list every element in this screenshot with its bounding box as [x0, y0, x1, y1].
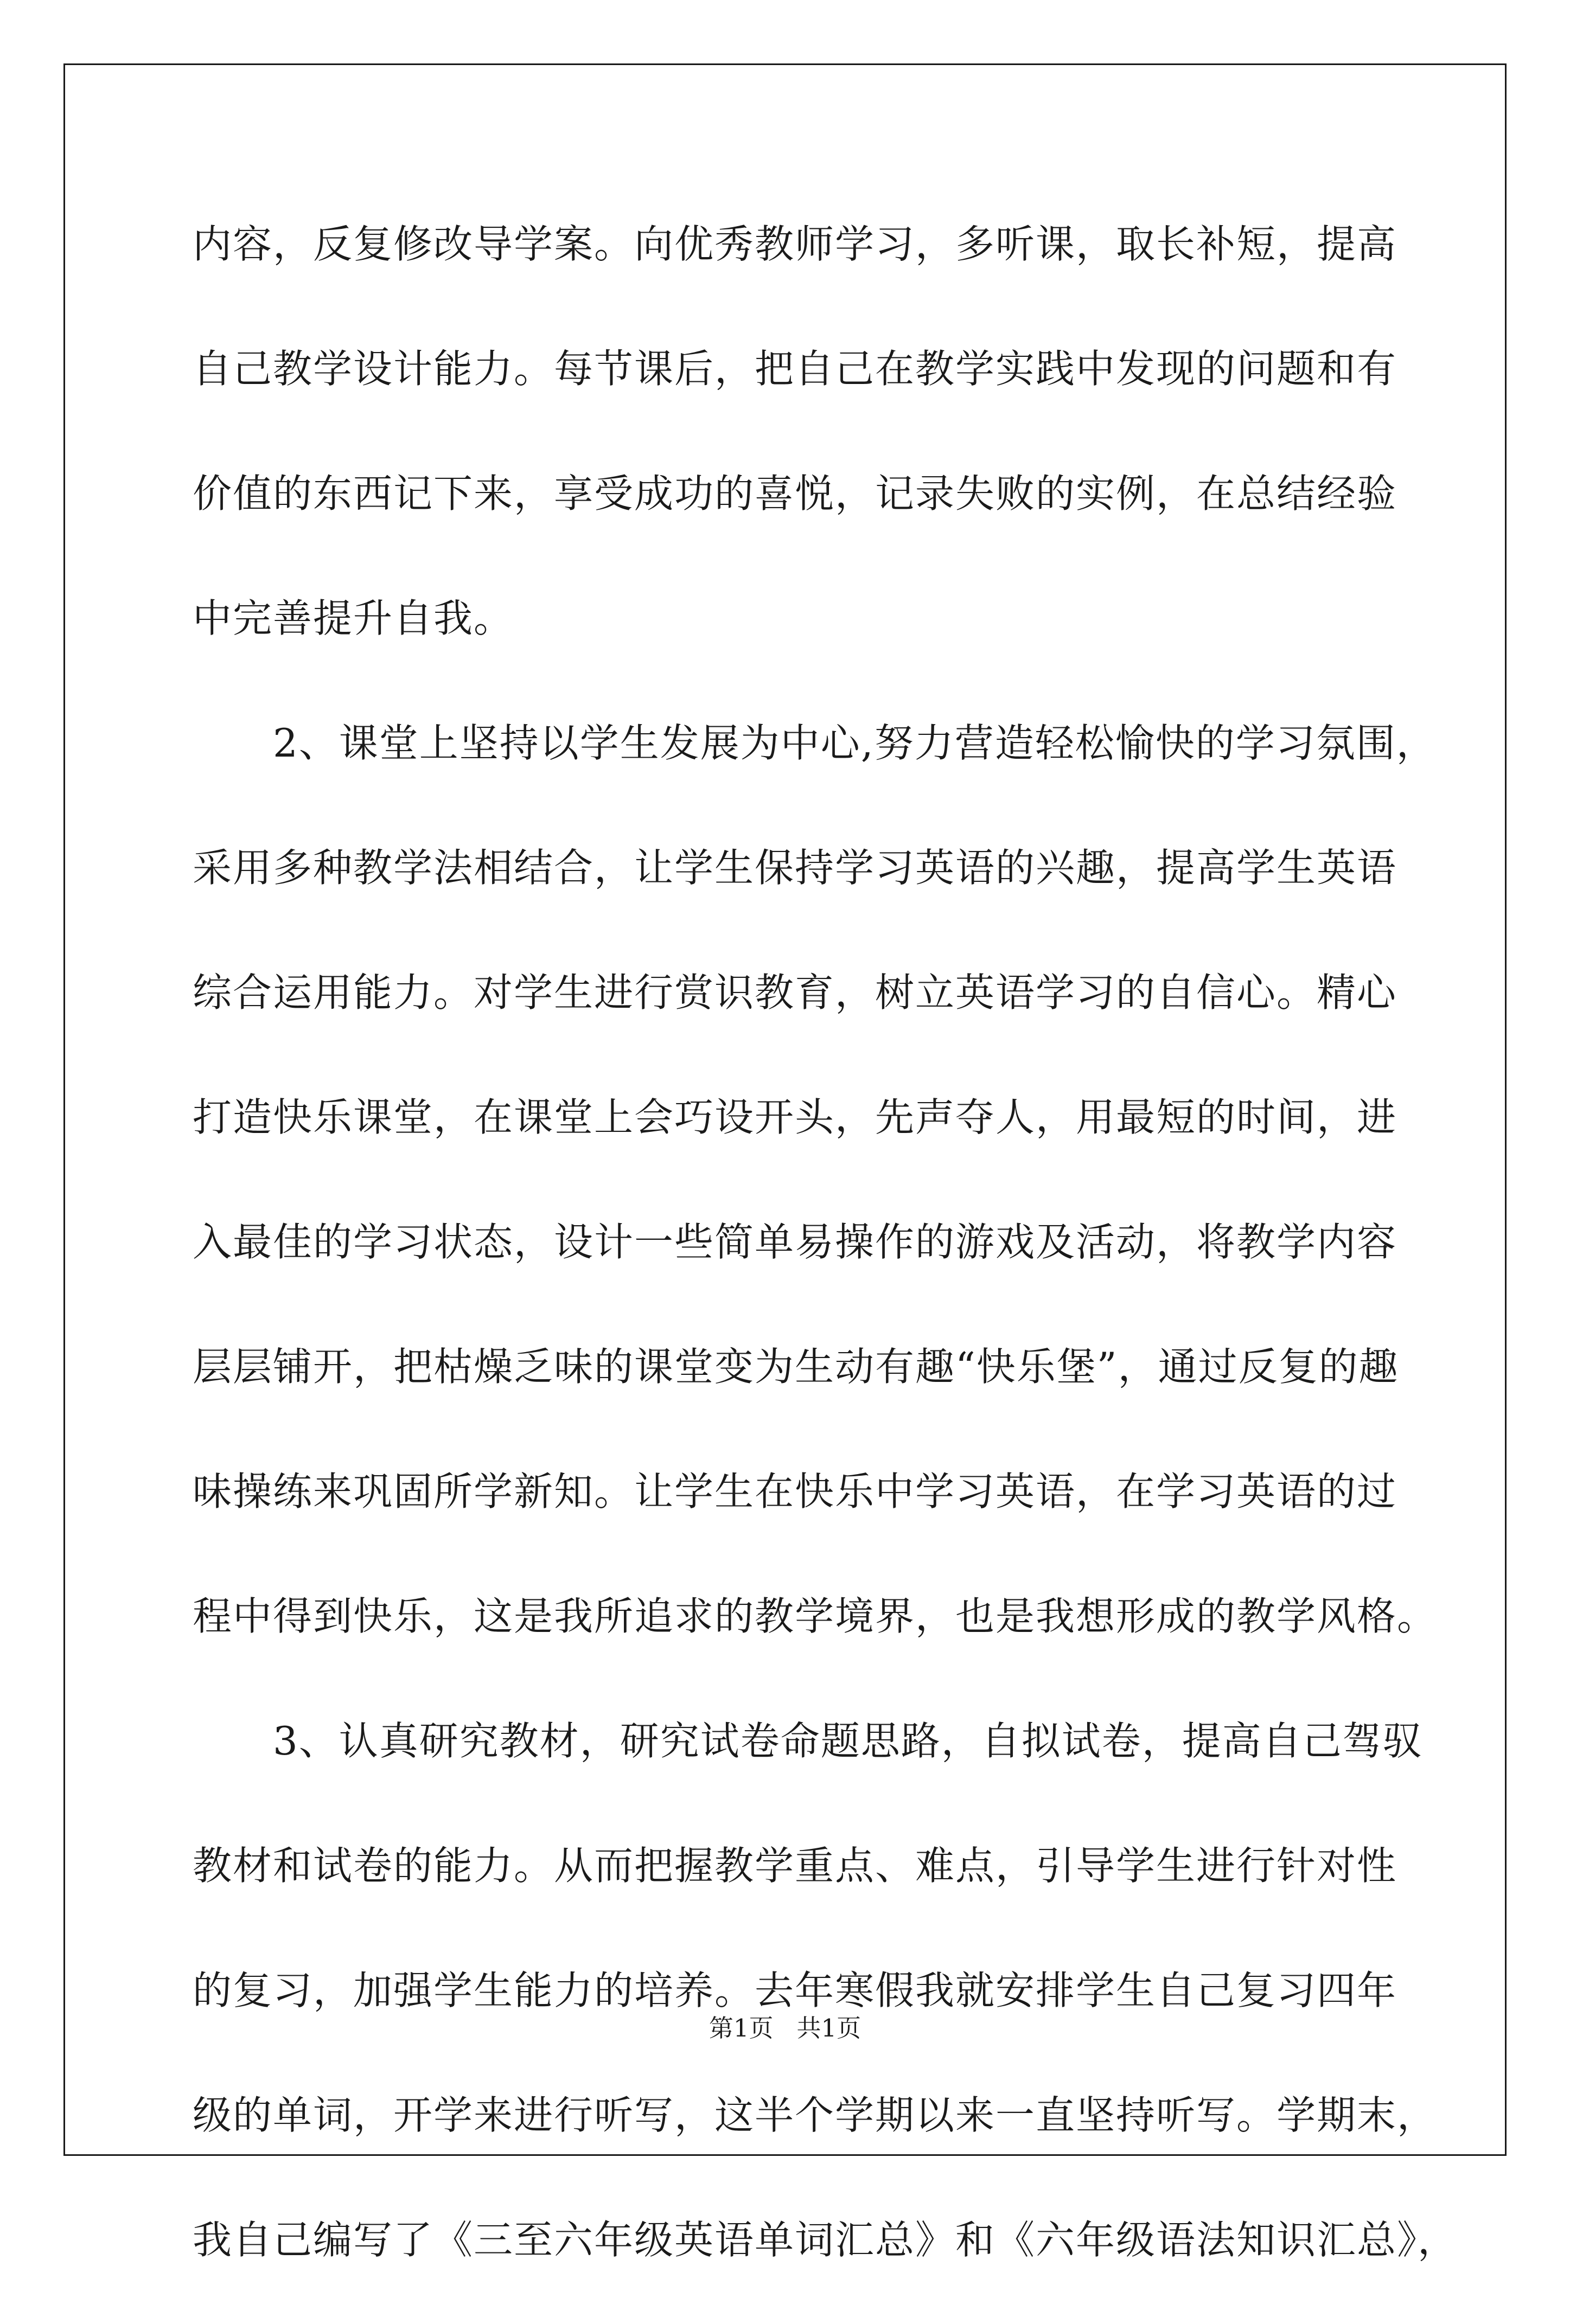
- page-total: 共1页: [796, 2014, 861, 2043]
- text-line: 综合运用能力。对学生进行赏识教育，树立英语学习的自信心。精心: [193, 970, 1397, 1015]
- text-line: 层层铺开，把枯燥乏味的课堂变为生动有趣“快乐堡”，通过反复的趣: [193, 1344, 1399, 1390]
- text-line: 教材和试卷的能力。从而把握教学重点、难点，引导学生进行针对性: [193, 1843, 1397, 1888]
- text-line: 内容，反复修改导学案。向优秀教师学习，多听课，取长补短，提高: [193, 221, 1397, 267]
- text-line: 自己教学设计能力。每节课后，把自己在教学实践中发现的问题和有: [193, 346, 1397, 392]
- text-line: 价值的东西记下来，享受成功的喜悦，记录失败的实例，在总结经验: [193, 471, 1397, 516]
- page-footer: [0, 2008, 1570, 2044]
- document-body: [193, 203, 1458, 2324]
- text-line: 味操练来巩固所学新知。让学生在快乐中学习英语，在学习英语的过: [193, 1469, 1397, 1514]
- text-line: 采用多种教学法相结合，让学生保持学习英语的兴趣，提高学生英语: [193, 845, 1397, 891]
- text-line: 级的单词，开学来进行听写，这半个学期以来一直坚持听写。学期末，: [193, 2092, 1438, 2138]
- text-line: 打造快乐课堂，在课堂上会巧设开头，先声夺人，用最短的时间，进: [193, 1094, 1397, 1140]
- text-line: 程中得到快乐，这是我所追求的教学境界，也是我想形成的教学风格。: [193, 1593, 1438, 1639]
- page-number: 第1页: [709, 2014, 774, 2043]
- text-line: 入最佳的学习状态，设计一些简单易操作的游戏及活动，将教学内容: [193, 1219, 1397, 1265]
- text-line: 2、课堂上坚持以学生发展为中心,努力营造轻松愉快的学习氛围，: [193, 720, 1437, 766]
- text-line: 的复习，加强学生能力的培养。去年寒假我就安排学生自己复习四年: [193, 1968, 1397, 2013]
- text-line: 3、认真研究教材，研究试卷命题思路，自拟试卷，提高自己驾驭: [193, 1718, 1423, 1764]
- text-line: 我自己编写了《三至六年级英语单词汇总》和《六年级语法知识汇总》，: [193, 2217, 1458, 2263]
- text-line: 中完善提升自我。: [193, 596, 514, 641]
